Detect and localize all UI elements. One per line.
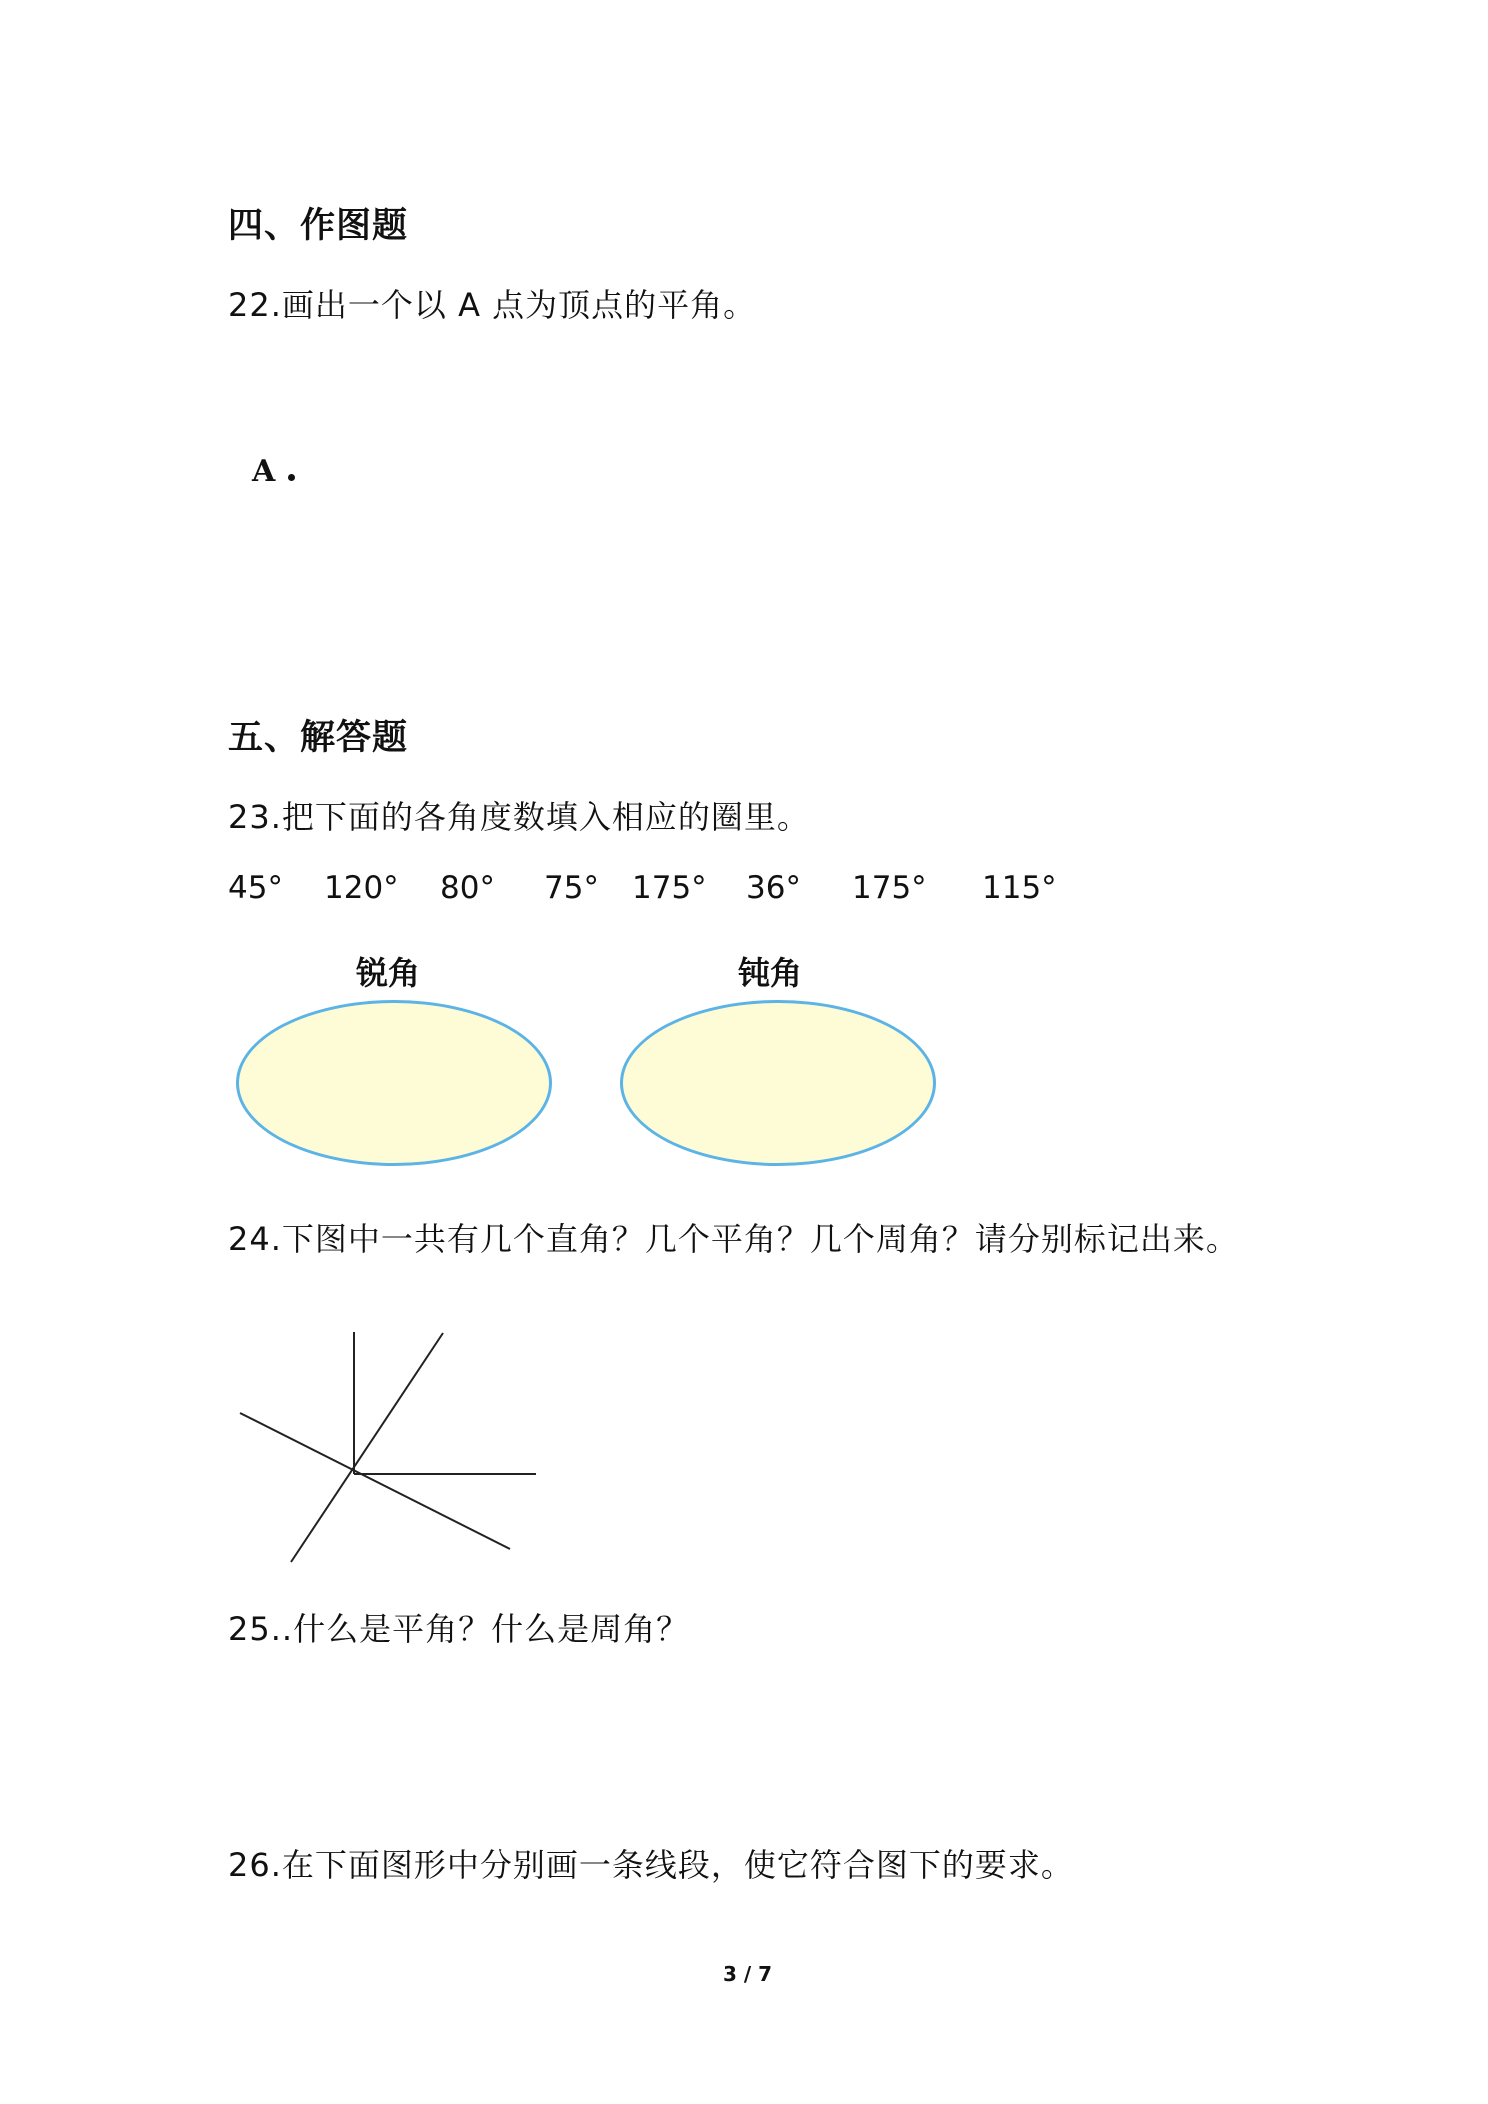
question-25-text: 25..什么是平角？什么是周角？ [228, 1610, 690, 1648]
question-23-text: 23.把下面的各角度数填入相应的圈里。 [228, 798, 810, 836]
page-number: 3 / 7 [723, 1962, 773, 1986]
point-a-dot [288, 474, 295, 481]
question-22-text: 22.画出一个以 A 点为顶点的平角。 [228, 286, 757, 324]
acute-angle-label: 锐角 [356, 954, 421, 992]
angle-value: 120° [324, 870, 399, 906]
angle-value: 75° [544, 870, 599, 906]
acute-angle-oval [236, 1000, 552, 1166]
angle-value: 80° [440, 870, 495, 906]
section-heading-answers: 五、解答题 [228, 718, 409, 758]
point-a-label: A [252, 454, 276, 489]
point-a-marker [252, 454, 312, 494]
question-26-text: 26.在下面图形中分别画一条线段，使它符合图下的要求。 [228, 1846, 1074, 1884]
question-24-text: 24.下图中一共有几个直角？几个平角？几个周角？请分别标记出来。 [228, 1220, 1239, 1258]
angle-value: 45° [228, 870, 283, 906]
angle-value: 175° [632, 870, 707, 906]
obtuse-angle-label: 钝角 [738, 954, 803, 992]
angle-value: 115° [982, 870, 1057, 906]
sloped-line [240, 1413, 510, 1549]
obtuse-angle-oval [620, 1000, 936, 1166]
diagonal-line [291, 1333, 443, 1562]
angle-lines-figure [200, 1300, 560, 1580]
section-heading-drawing: 四、作图题 [228, 206, 409, 246]
angle-values-row [228, 870, 1128, 910]
angle-value: 175° [852, 870, 927, 906]
angle-value: 36° [746, 870, 801, 906]
